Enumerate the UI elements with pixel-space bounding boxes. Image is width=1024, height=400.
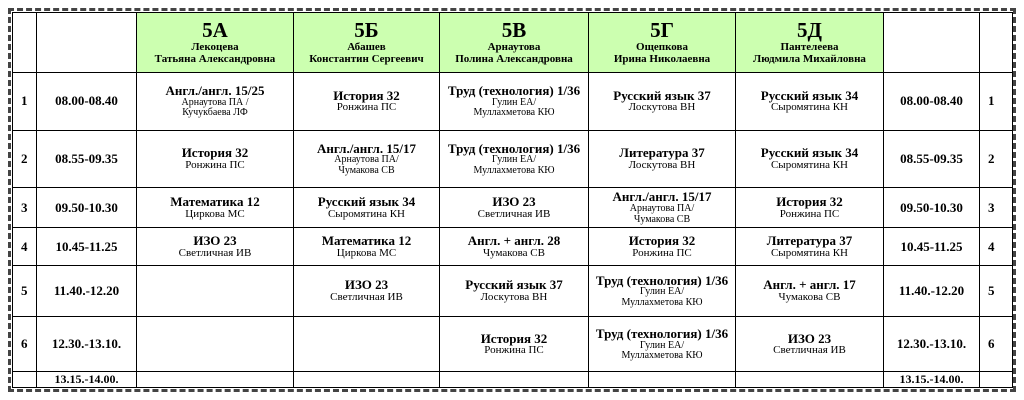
subject-name: Англ. + англ. 17	[763, 277, 856, 293]
lesson-cell	[589, 188, 736, 228]
final-time-row	[13, 372, 1013, 388]
schedule-table	[12, 12, 1013, 388]
subject-name: Англ./англ. 15/25	[165, 82, 265, 98]
class-teacher-surname: Лекоцева	[191, 41, 239, 54]
subject-name: Литература 37	[766, 232, 853, 248]
teacher-name: Чумакова СВ	[633, 213, 691, 225]
final-time: 13.15.-14.00.	[37, 372, 137, 388]
class-teacher-surname: Ощепкова	[636, 41, 688, 54]
subject-name: История 32	[333, 87, 400, 103]
lesson-time-right: 08.55-09.35	[884, 130, 980, 188]
teacher-name: Циркова МС	[185, 207, 245, 220]
lesson-time: 09.50-10.30	[37, 188, 137, 228]
teacher-name: Сыромятина КН	[770, 101, 849, 114]
lesson-cell	[294, 228, 440, 266]
subject-name: Математика 12	[170, 194, 260, 210]
subject-name: Русский язык 34	[760, 87, 859, 103]
final-empty-cell	[440, 372, 589, 388]
teacher-name: Арнаутова ПА/	[334, 154, 399, 166]
subject-name: ИЗО 23	[492, 194, 536, 210]
teacher-name: Сыромятина КН	[770, 158, 849, 171]
lesson-cell	[137, 130, 294, 188]
teacher-name: Арнаутова ПА /	[181, 96, 249, 108]
teacher-name: Ронжина ПС	[632, 246, 692, 259]
subject-name: ИЗО 23	[344, 277, 389, 293]
lesson-time-right: 08.00-08.40	[884, 72, 980, 130]
class-header-5a	[137, 13, 294, 73]
lesson-cell	[137, 228, 294, 266]
lesson-time: 08.00-08.40	[37, 72, 137, 130]
lesson-row	[13, 188, 1013, 228]
subject-name: История 32	[628, 232, 696, 248]
subject-name: Литература 37	[619, 145, 705, 161]
lesson-cell	[440, 316, 589, 371]
lesson-row	[13, 265, 1013, 316]
teacher-name: Лоскутова ВН	[480, 291, 548, 303]
teacher-name: Гулин ЕА/	[491, 154, 537, 166]
class-header-5v	[440, 13, 589, 73]
lesson-time-right: 11.40.-12.20	[884, 265, 980, 316]
lesson-time-right: 12.30.-13.10.	[884, 316, 980, 371]
lesson-number-right: 6	[980, 316, 1013, 371]
lesson-cell	[736, 130, 884, 188]
teacher-name: Чумакова СВ	[338, 164, 395, 176]
lesson-number: 4	[13, 228, 37, 266]
lesson-cell	[589, 228, 736, 266]
lesson-number: 3	[13, 188, 37, 228]
teacher-name: Гулин ЕА/	[639, 339, 685, 351]
lesson-number-right: 5	[980, 265, 1013, 316]
lesson-cell	[137, 265, 294, 316]
subject-name: ИЗО 23	[787, 330, 832, 346]
lesson-number: 5	[13, 265, 37, 316]
class-name: 5В	[501, 18, 527, 43]
class-teacher-name: Людмила Михайловна	[753, 52, 866, 65]
subject-name: Англ./англ. 15/17	[317, 140, 416, 156]
lesson-time: 08.55-09.35	[37, 130, 137, 188]
teacher-name: Лоскутова ВН	[628, 158, 696, 171]
subject-name: История 32	[480, 330, 548, 346]
subject-name: ИЗО 23	[193, 232, 237, 248]
subject-name: Труд (технология) 1/36	[595, 272, 729, 288]
teacher-name: Ронжина ПС	[484, 344, 544, 357]
lesson-number-right: 2	[980, 130, 1013, 188]
lesson-cell	[589, 265, 736, 316]
teacher-name: Арнаутова ПА/	[629, 203, 695, 215]
teacher-name: Светличная ИВ	[178, 246, 252, 259]
lesson-cell	[137, 72, 294, 130]
lesson-cell	[294, 130, 440, 188]
lesson-cell	[736, 265, 884, 316]
class-teacher-surname: Абашев	[347, 41, 386, 54]
teacher-name: Сыромятина КН	[770, 246, 849, 259]
teacher-name: Чумакова СВ	[483, 246, 545, 259]
class-teacher-name: Константин Сергеевич	[309, 52, 424, 65]
teacher-name: Муллахметова КЮ	[621, 350, 703, 362]
final-num-cell	[13, 372, 37, 388]
lesson-time-right: 10.45-11.25	[884, 228, 980, 266]
lesson-cell	[294, 188, 440, 228]
header-time-right-cell	[884, 13, 980, 73]
teacher-name: Муллахметова КЮ	[621, 296, 703, 308]
teacher-name: Циркова МС	[336, 246, 397, 259]
final-empty-cell	[736, 372, 884, 388]
lesson-cell	[294, 265, 440, 316]
lesson-number-right: 3	[980, 188, 1013, 228]
lesson-cell	[736, 316, 884, 371]
class-teacher-name: Татьяна Александровна	[154, 52, 276, 65]
final-time-right: 13.15.-14.00.	[884, 372, 980, 388]
lesson-cell	[589, 316, 736, 371]
teacher-name: Муллахметова КЮ	[473, 164, 555, 176]
lesson-cell	[440, 130, 589, 188]
subject-name: Русский язык 34	[317, 194, 416, 210]
subject-name: Англ./англ. 15/17	[612, 189, 712, 205]
class-name: 5А	[202, 18, 228, 43]
class-name: 5Д	[797, 18, 822, 43]
lesson-cell	[294, 316, 440, 371]
subject-name: Русский язык 37	[465, 277, 563, 293]
subject-name: История 32	[776, 194, 843, 210]
lesson-time-right: 09.50-10.30	[884, 188, 980, 228]
lesson-time: 12.30.-13.10.	[37, 316, 137, 371]
lesson-row	[13, 228, 1013, 266]
header-time-cell	[37, 13, 137, 73]
teacher-name: Светличная ИВ	[477, 207, 551, 220]
teacher-name: Ронжина ПС	[336, 101, 397, 114]
teacher-name: Муллахметова КЮ	[473, 107, 555, 119]
lesson-row	[13, 72, 1013, 130]
class-teacher-name: Ирина Николаевна	[613, 52, 711, 65]
teacher-name: Светличная ИВ	[773, 344, 846, 357]
subject-name: Труд (технология) 1/36	[447, 140, 581, 156]
subject-name: История 32	[181, 145, 249, 161]
lesson-number-right: 4	[980, 228, 1013, 266]
lesson-row	[13, 316, 1013, 371]
subject-name: Математика 12	[321, 232, 412, 248]
lesson-cell	[589, 72, 736, 130]
class-teacher-name: Полина Александровна	[455, 52, 573, 65]
subject-name: Труд (технология) 1/36	[595, 325, 729, 341]
header-row	[13, 13, 1013, 73]
teacher-name: Чумакова СВ	[778, 291, 841, 303]
lesson-cell	[440, 228, 589, 266]
lesson-number: 2	[13, 130, 37, 188]
teacher-name: Гулин ЕА/	[639, 286, 685, 298]
lesson-time: 11.40.-12.20	[37, 265, 137, 316]
header-num-cell	[13, 13, 37, 73]
subject-name: Англ. + англ. 28	[467, 232, 561, 248]
teacher-name: Ронжина ПС	[779, 207, 840, 220]
teacher-name: Светличная ИВ	[330, 291, 403, 303]
class-name: 5Б	[354, 18, 379, 43]
subject-name: Русский язык 34	[760, 145, 859, 161]
lesson-cell	[137, 316, 294, 371]
lesson-cell	[440, 265, 589, 316]
lesson-cell	[440, 72, 589, 130]
lesson-cell	[736, 228, 884, 266]
lesson-cell	[440, 188, 589, 228]
final-num-right-cell	[980, 372, 1013, 388]
final-empty-cell	[137, 372, 294, 388]
lesson-number-right: 1	[980, 72, 1013, 130]
lesson-number: 1	[13, 72, 37, 130]
final-empty-cell	[294, 372, 440, 388]
header-num-right-cell	[980, 13, 1013, 73]
lesson-number: 6	[13, 316, 37, 371]
teacher-name: Сыромятина КН	[327, 207, 406, 220]
lesson-cell	[736, 72, 884, 130]
class-name: 5Г	[650, 18, 674, 43]
class-header-5d	[736, 13, 884, 73]
lesson-cell	[294, 72, 440, 130]
subject-name: Труд (технология) 1/36	[447, 82, 581, 98]
class-teacher-surname: Пантелеева	[780, 41, 839, 54]
class-header-5b	[294, 13, 440, 73]
class-header-5g	[589, 13, 736, 73]
lesson-cell	[736, 188, 884, 228]
lesson-row	[13, 130, 1013, 188]
lesson-cell	[589, 130, 736, 188]
teacher-name: Лоскутова ВН	[628, 101, 696, 114]
teacher-name: Гулин ЕА/	[491, 96, 537, 108]
teacher-name: Ронжина ПС	[185, 158, 245, 171]
subject-name: Русский язык 37	[613, 87, 711, 103]
lesson-time: 10.45-11.25	[37, 228, 137, 266]
teacher-name: Кучукбаева ЛФ	[182, 107, 248, 119]
lesson-cell	[137, 188, 294, 228]
final-empty-cell	[589, 372, 736, 388]
class-teacher-surname: Арнаутова	[487, 41, 541, 54]
